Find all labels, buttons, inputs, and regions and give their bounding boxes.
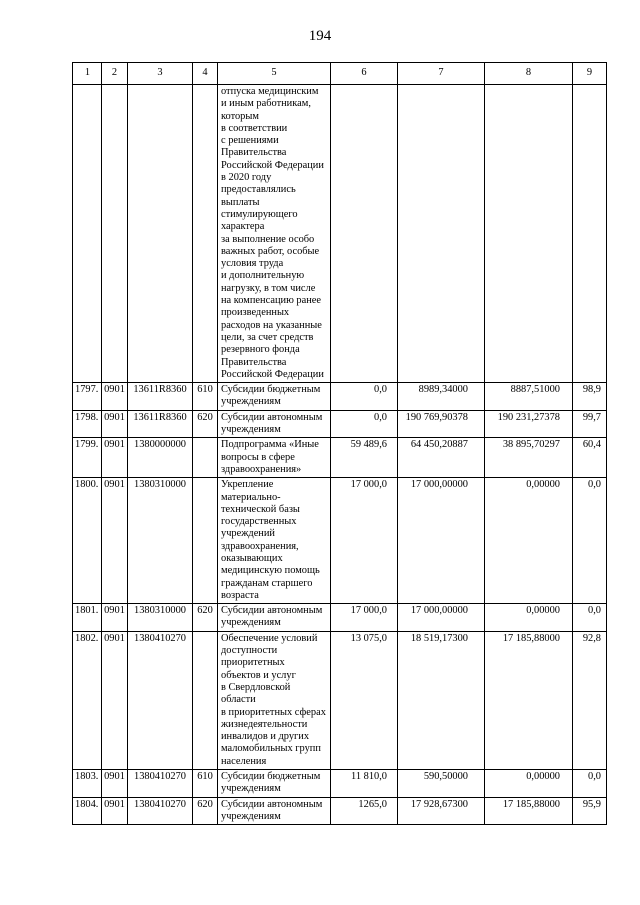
cell-executed	[485, 85, 573, 383]
cell-num: 1797.	[73, 383, 102, 411]
cell-article: 1380310000	[128, 604, 193, 632]
cell-approved: 11 810,0	[331, 770, 398, 798]
header-col-9: 9	[573, 63, 607, 85]
cell-executed: 8887,51000	[485, 383, 573, 411]
cell-section: 0901	[102, 604, 128, 632]
cell-name: Субсидии бюджетным учреждениям	[218, 770, 331, 798]
cell-percent	[573, 85, 607, 383]
cell-refined: 17 928,67300	[398, 797, 485, 825]
table-row	[73, 410, 607, 438]
cell-percent: 99,7	[573, 410, 607, 438]
cell-approved: 0,0	[331, 410, 398, 438]
cell-name: Обеспечение условий доступности приоритетных объектов и услуг в Свердловской области в приоритетных сферах жизнедеятельности инвалидов и других маломобильных групп населения	[218, 631, 331, 769]
cell-percent: 0,0	[573, 478, 607, 604]
cell-type	[193, 478, 218, 604]
header-col-2: 2	[102, 63, 128, 85]
header-col-3: 3	[128, 63, 193, 85]
cell-num: 1799.	[73, 438, 102, 478]
cell-executed: 38 895,70297	[485, 438, 573, 478]
cell-type: 610	[193, 770, 218, 798]
cell-type: 610	[193, 383, 218, 411]
cell-name: Субсидии автономным учреждениям	[218, 797, 331, 825]
cell-percent: 95,9	[573, 797, 607, 825]
cell-refined: 17 000,00000	[398, 604, 485, 632]
cell-refined: 17 000,00000	[398, 478, 485, 604]
header-col-7: 7	[398, 63, 485, 85]
cell-article: 1380410270	[128, 631, 193, 769]
page-number: 194	[308, 28, 332, 44]
table-row	[73, 383, 607, 411]
cell-section: 0901	[102, 797, 128, 825]
cell-percent: 92,8	[573, 631, 607, 769]
cell-article: 1380410270	[128, 797, 193, 825]
cell-approved: 17 000,0	[331, 604, 398, 632]
cell-num: 1798.	[73, 410, 102, 438]
cell-section	[102, 85, 128, 383]
table-row	[73, 438, 607, 478]
cell-executed: 190 231,27378	[485, 410, 573, 438]
table-header-row	[73, 63, 607, 85]
cell-section: 0901	[102, 410, 128, 438]
cell-approved: 17 000,0	[331, 478, 398, 604]
cell-num	[73, 85, 102, 383]
cell-section: 0901	[102, 383, 128, 411]
cell-executed: 0,00000	[485, 478, 573, 604]
cell-type: 620	[193, 410, 218, 438]
cell-approved: 1265,0	[331, 797, 398, 825]
cell-type: 620	[193, 604, 218, 632]
cell-article	[128, 85, 193, 383]
cell-percent: 98,9	[573, 383, 607, 411]
header-col-6: 6	[331, 63, 398, 85]
cell-refined: 190 769,90378	[398, 410, 485, 438]
cell-name: Субсидии автономным учреждениям	[218, 604, 331, 632]
cell-executed: 17 185,88000	[485, 797, 573, 825]
table-row	[73, 478, 607, 604]
cell-name: Субсидии бюджетным учреждениям	[218, 383, 331, 411]
cell-name: отпуска медицинским и иным работникам, которым в соответствии с решениями Правительства Российской Федерации в 2020 году предоставлялись выплаты стимулирующего характера за выполнение особо важных работ, особые условия труда и дополнительную нагрузку, в том числе на компенсацию ранее произведенных расходов на указанные цели, за счет средств резервного фонда Правительства Российской Федерации	[218, 85, 331, 383]
cell-approved: 0,0	[331, 383, 398, 411]
header-col-4: 4	[193, 63, 218, 85]
cell-type	[193, 438, 218, 478]
table-row	[73, 797, 607, 825]
cell-section: 0901	[102, 631, 128, 769]
table-row	[73, 631, 607, 769]
cell-section: 0901	[102, 478, 128, 604]
cell-percent: 60,4	[573, 438, 607, 478]
cell-approved: 59 489,6	[331, 438, 398, 478]
cell-section: 0901	[102, 770, 128, 798]
table-row	[73, 770, 607, 798]
header-col-8: 8	[485, 63, 573, 85]
cell-num: 1801.	[73, 604, 102, 632]
cell-num: 1800.	[73, 478, 102, 604]
cell-approved	[331, 85, 398, 383]
cell-name: Укрепление материально- технической базы государственных учреждений здравоохранения, оказывающих медицинскую помощь гражданам старшего возраста	[218, 478, 331, 604]
header-col-5: 5	[218, 63, 331, 85]
cell-percent: 0,0	[573, 604, 607, 632]
cell-refined: 64 450,20887	[398, 438, 485, 478]
cell-type	[193, 85, 218, 383]
cell-type	[193, 631, 218, 769]
cell-article: 13611R8360	[128, 410, 193, 438]
cell-name: Субсидии автономным учреждениям	[218, 410, 331, 438]
cell-executed: 0,00000	[485, 770, 573, 798]
budget-table	[72, 62, 607, 825]
cell-percent: 0,0	[573, 770, 607, 798]
cell-refined	[398, 85, 485, 383]
cell-article: 1380310000	[128, 478, 193, 604]
table-row-continuation	[73, 85, 607, 383]
table-row	[73, 604, 607, 632]
cell-refined: 8989,34000	[398, 383, 485, 411]
cell-num: 1802.	[73, 631, 102, 769]
cell-executed: 0,00000	[485, 604, 573, 632]
cell-section: 0901	[102, 438, 128, 478]
cell-refined: 18 519,17300	[398, 631, 485, 769]
cell-article: 1380000000	[128, 438, 193, 478]
cell-num: 1803.	[73, 770, 102, 798]
cell-executed: 17 185,88000	[485, 631, 573, 769]
cell-refined: 590,50000	[398, 770, 485, 798]
cell-name: Подпрограмма «Иные вопросы в сфере здравоохранения»	[218, 438, 331, 478]
header-col-1: 1	[73, 63, 102, 85]
cell-approved: 13 075,0	[331, 631, 398, 769]
cell-type: 620	[193, 797, 218, 825]
cell-article: 13611R8360	[128, 383, 193, 411]
cell-article: 1380410270	[128, 770, 193, 798]
cell-num: 1804.	[73, 797, 102, 825]
